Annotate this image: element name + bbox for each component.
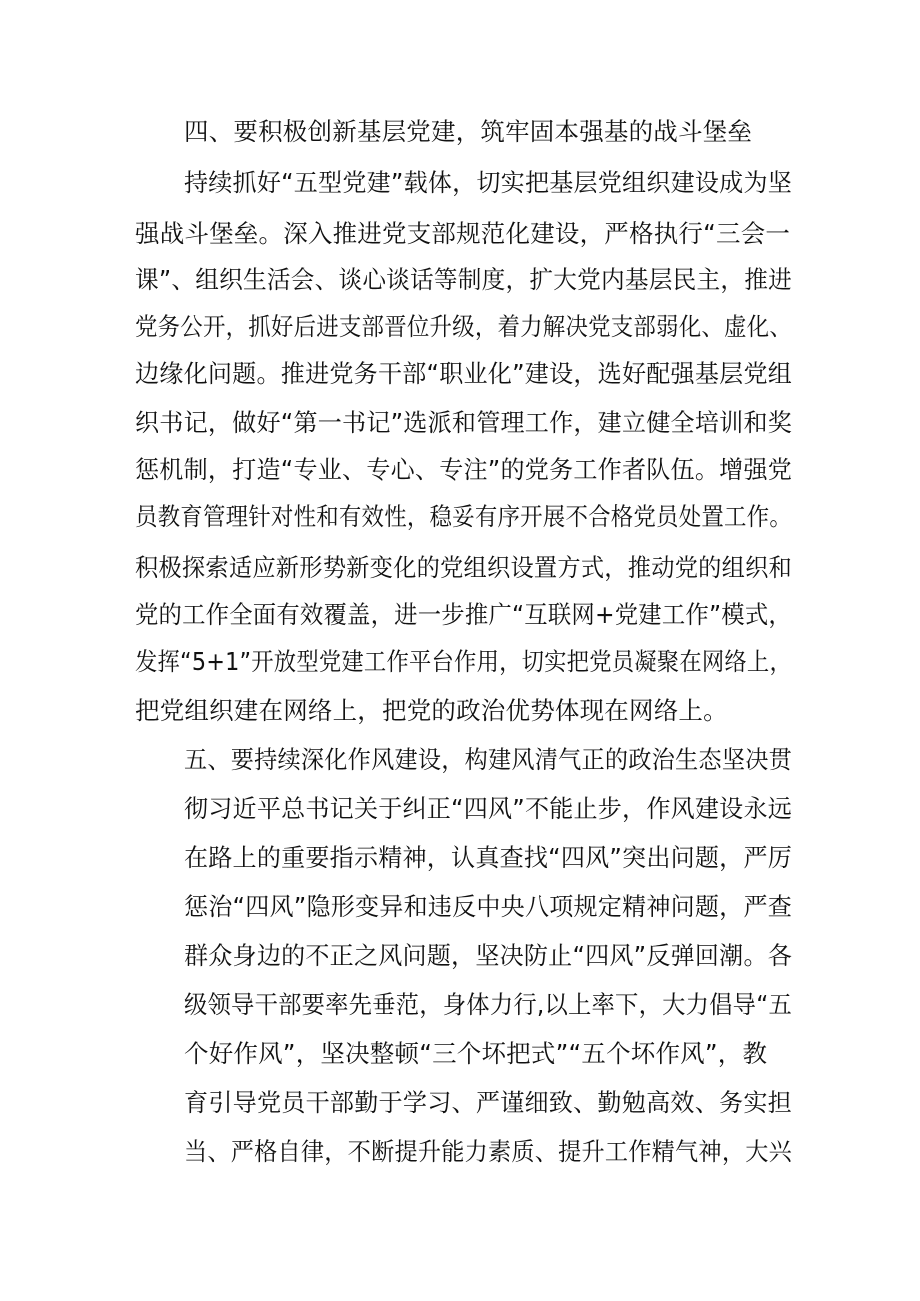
paragraph-line	[0, 783, 920, 835]
paragraph-line	[0, 397, 920, 449]
paragraph-line	[0, 444, 920, 496]
paragraph-text: 党务公开，抓好后进支部晋位升级，着力解决党支部弱化、虚化、	[135, 312, 792, 341]
paragraph-text: 发挥“5+1”开放型党建工作平台作用，切实把党员凝聚在网络上，	[135, 647, 792, 676]
paragraph-text: 织书记，做好“第一书记”选派和管理工作，建立健全培训和奖	[135, 408, 793, 437]
paragraph-text: 边缘化问题。推进党务干部“职业化”建设，选好配强基层党组	[135, 359, 793, 388]
section-4-heading: 四、要积极创新基层党建，筑牢固本强基的战斗堡垒	[184, 117, 753, 146]
paragraph-text: 惩治“四风”隐形变异和违反中央八项规定精神问题，严查	[184, 892, 793, 921]
paragraph-text: 彻习近平总书记关于纠正“四风”不能止步，作风建设永远	[184, 794, 793, 823]
paragraph-line	[0, 1077, 920, 1129]
paragraph-text: 在路上的重要指示精神，认真查找“四风”突出问题，严厉	[184, 843, 793, 872]
paragraph-text: 积极探索适应新形势新变化的党组织设置方式，推动党的组织和	[135, 553, 793, 582]
paragraph-text: 个好作风”，坚决整顿“三个坏把式”“五个坏作风”，教	[184, 1039, 768, 1068]
paragraph-line	[0, 157, 920, 209]
paragraph-text: 持续抓好“五型党建”载体，切实把基层党组织建设成为坚	[184, 168, 793, 197]
paragraph-line	[0, 1028, 920, 1080]
paragraph-line	[0, 1126, 920, 1178]
paragraph-text: 当、严格自律，不断提升能力素质、提升工作精气神，大兴	[184, 1137, 792, 1166]
paragraph-text: 课”、组织生活会、谈心谈话等制度，扩大党内基层民主，推进	[135, 265, 793, 294]
section-5-heading: 五、要持续深化作风建设，构建风清气正的政治生态坚决贯	[184, 745, 792, 774]
paragraph-text: 把党组织建在网络上，把党的政治优势体现在网络上。	[135, 696, 728, 725]
paragraph-line	[0, 208, 920, 260]
paragraph-line	[0, 930, 920, 982]
paragraph-line	[0, 832, 920, 884]
paragraph-line	[0, 301, 920, 353]
paragraph-text: 群众身边的不正之风问题，坚决防止“四风”反弹回潮。各	[184, 941, 793, 970]
paragraph-text: 强战斗堡垒。深入推进党支部规范化建设，严格执行“三会一	[135, 219, 791, 248]
paragraph-line	[0, 491, 920, 543]
paragraph-line	[0, 881, 920, 933]
paragraph-line	[0, 589, 920, 641]
paragraph-text: 员教育管理针对性和有效性，稳妥有序开展不合格党员处置工作。	[135, 502, 792, 531]
paragraph-line	[0, 542, 920, 594]
paragraph-line	[0, 348, 920, 400]
paragraph-text: 惩机制，打造“专业、专心、专注”的党务工作者队伍。增强党	[135, 455, 793, 484]
section-4-heading-line	[0, 106, 920, 158]
paragraph-line	[0, 636, 920, 688]
paragraph-text: 级领导干部要率先垂范，身体力行,以上率下，大力倡导“五	[184, 990, 793, 1019]
paragraph-line	[0, 685, 920, 737]
paragraph-text: 党的工作全面有效覆盖，进一步推广“互联网+党建工作”模式，	[135, 600, 792, 629]
paragraph-line	[0, 979, 920, 1031]
paragraph-line	[0, 254, 920, 306]
paragraph-text: 育引导党员干部勤于学习、严谨细致、勤勉高效、务实担	[184, 1088, 792, 1117]
section-5-heading-line	[0, 734, 920, 786]
